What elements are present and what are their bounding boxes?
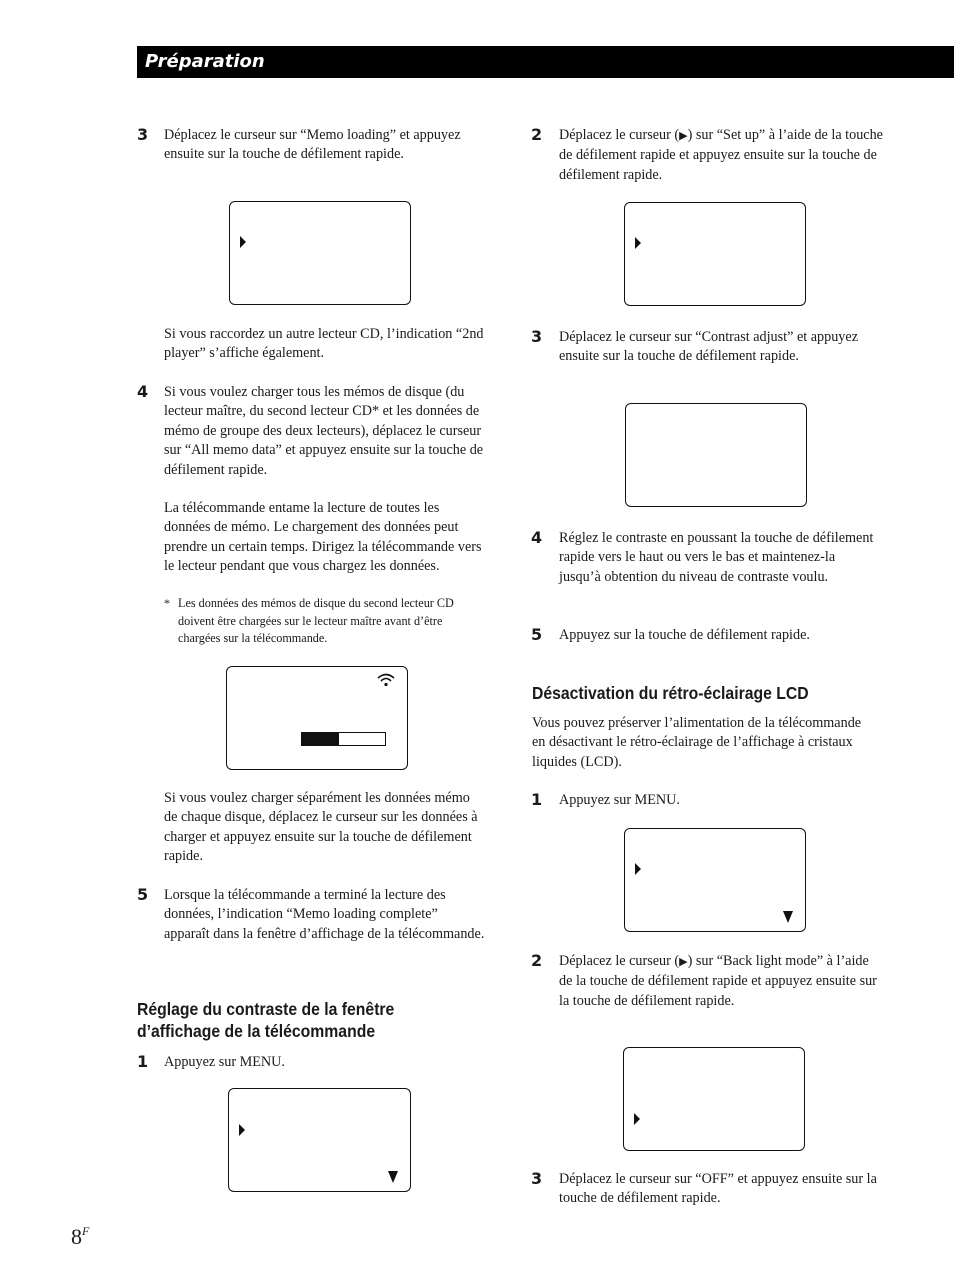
loading-progress-bar xyxy=(301,732,386,746)
step-number: 5 xyxy=(531,625,543,644)
lcd-display-memo-loading xyxy=(229,201,411,305)
lcd-display-contrast xyxy=(625,403,807,507)
footnote-mark: * xyxy=(164,596,170,610)
note-text: Si vous voulez charger séparément les données mémo de chaque disque, déplacez le curseur sur les données à charger et appuyez ensuite sur la touche de défilement rapide. xyxy=(164,790,478,865)
section-title: Préparation xyxy=(145,51,265,72)
lcd-display-loading-progress xyxy=(226,666,408,770)
step-number: 5 xyxy=(137,885,149,904)
lcd-display-menu xyxy=(624,828,806,932)
cursor-icon xyxy=(634,1113,640,1125)
step-text: Si vous voulez charger tous les mémos de disque (du lecteur maître, du second lecteur CD* et les données de mémo de groupe des deux lecteurs), déplacez le curseur sur “All memo data” et appuyez ensuite sur la touche de défilement rapide. xyxy=(164,384,484,478)
step-text: Déplacez le curseur sur “Contrast adjust” et appuyez ensuite sur la touche de défilement rapide. xyxy=(559,329,858,365)
step-number: 2 xyxy=(531,125,543,144)
step-number: 3 xyxy=(137,125,149,144)
cursor-icon xyxy=(635,863,641,875)
lcd-display-menu xyxy=(228,1088,411,1192)
step-text: Déplacez le curseur sur “Memo loading” et appuyez ensuite sur la touche de défilement rapide. xyxy=(164,127,461,163)
step-text-part: ) sur “Set up” à l’aide de la touche de défilement rapide et appuyez ensuite sur la touche de défilement rapide. xyxy=(559,127,883,183)
step-text: Appuyez sur MENU. xyxy=(164,1054,285,1070)
step-number: 4 xyxy=(531,528,543,547)
scroll-down-icon xyxy=(388,1171,398,1183)
step-text-part: Déplacez le curseur ( xyxy=(559,127,680,143)
lcd-display-set-up xyxy=(624,202,806,306)
footnote-text: Les données des mémos de disque du second lecteur CD doivent être chargées sur le lecteur maître avant d’être chargées sur la télécommande. xyxy=(178,596,454,646)
cursor-symbol-icon: ▶ xyxy=(679,956,688,968)
section-heading-contrast: Réglage du contraste de la fenêtre d’affichage de la télécommande xyxy=(137,999,395,1041)
cursor-symbol-icon: ▶ xyxy=(679,130,688,142)
cursor-icon xyxy=(635,237,641,249)
signal-icon xyxy=(376,672,396,688)
step-text xyxy=(559,126,884,185)
loading-progress-fill xyxy=(302,733,339,745)
step-number: 3 xyxy=(531,1169,543,1188)
section-heading-lcd: Désactivation du rétro-éclairage LCD xyxy=(532,683,809,703)
step-text: Réglez le contraste en poussant la touche de défilement rapide vers le haut ou vers le bas et maintenez-la jusqu’à obtention du niveau de contraste voulu. xyxy=(559,530,874,585)
step-number: 2 xyxy=(531,951,543,970)
step-text xyxy=(559,952,879,1011)
step-text: Déplacez le curseur sur “OFF” et appuyez ensuite sur la touche de défilement rapide. xyxy=(559,1171,877,1207)
cursor-icon xyxy=(240,236,246,248)
step-text: Appuyez sur MENU. xyxy=(559,792,680,808)
step-number: 4 xyxy=(137,382,149,401)
step-text-continued: La télécommande entame la lecture de toutes les données de mémo. Le chargement des données peut prendre un certain temps. Dirigez la télécommande vers le lecteur pendant que vous chargez les données. xyxy=(164,500,482,575)
page-number-value: 8 xyxy=(71,1224,82,1249)
step-text-part: Déplacez le curseur ( xyxy=(559,953,680,969)
step-number: 3 xyxy=(531,327,543,346)
step-text: Lorsque la télécommande a terminé la lecture des données, l’indication “Memo loading complete” apparaît dans la fenêtre d’affichage de la télécommande. xyxy=(164,887,485,942)
page-number-suffix: F xyxy=(82,1224,90,1238)
page-number xyxy=(71,1224,89,1253)
scroll-down-icon xyxy=(783,911,793,923)
cursor-icon xyxy=(239,1124,245,1136)
step-number: 1 xyxy=(531,790,543,809)
section-header-bar xyxy=(137,46,954,78)
step-text: Appuyez sur la touche de défilement rapide. xyxy=(559,627,810,643)
step-text-part: ) sur “Back light mode” à l’aide de la touche de défilement rapide et appuyez ensuite sur la touche de défilement rapide. xyxy=(559,953,877,1009)
step-number: 1 xyxy=(137,1052,149,1071)
lcd-display-back-light xyxy=(623,1047,805,1151)
note-text: Si vous raccordez un autre lecteur CD, l’indication “2nd player” s’affiche également. xyxy=(164,326,484,362)
intro-text: Vous pouvez préserver l’alimentation de la télécommande en désactivant le rétro-éclairage de l’affichage à cristaux liquides (LCD). xyxy=(532,715,862,770)
